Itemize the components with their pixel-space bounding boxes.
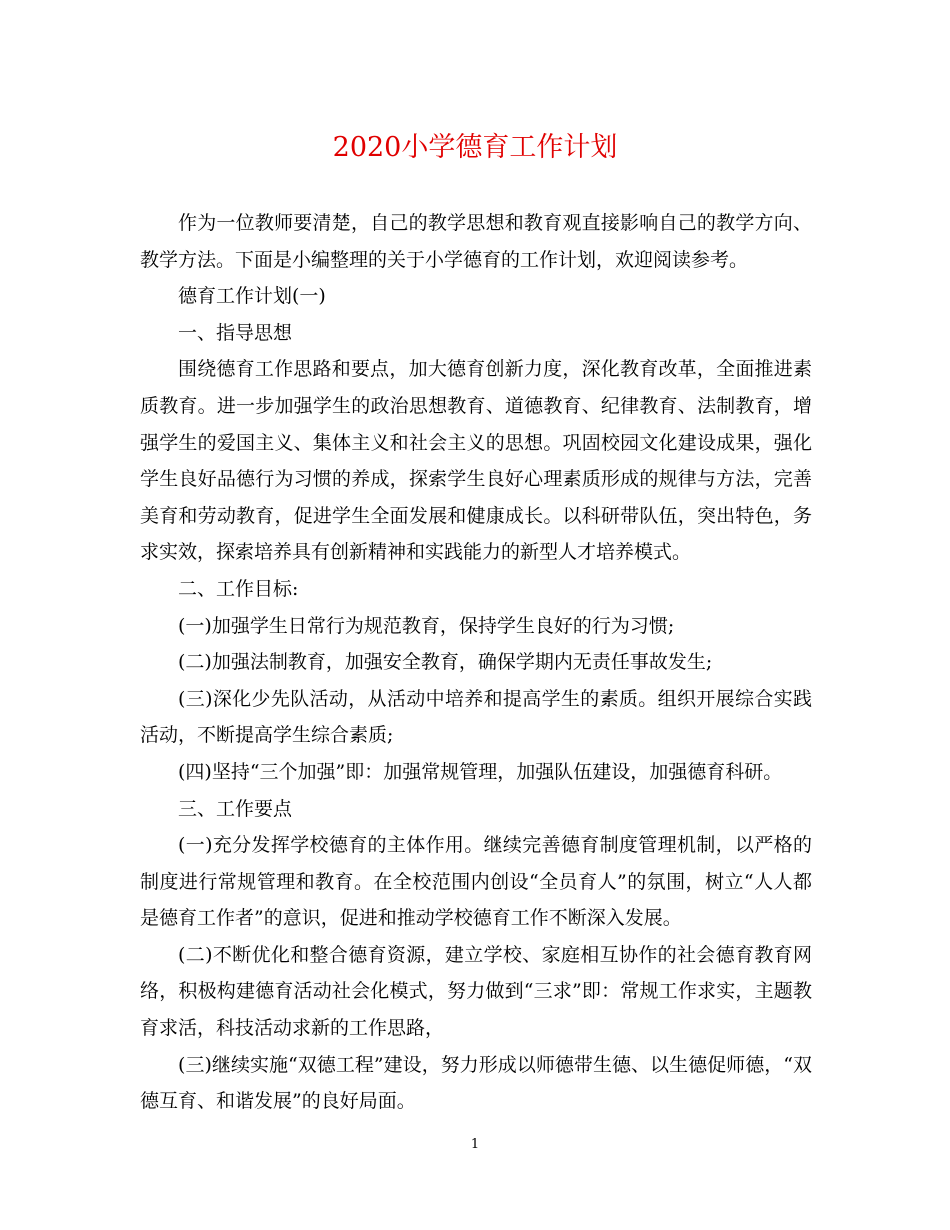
goal-item-3: (三)深化少先队活动，从活动中培养和提高学生的素质。组织开展综合实践活动，不断提高学生综合素质; [140,687,812,747]
plan-heading: 德育工作计划(一) [178,285,326,308]
intro-paragraph: 作为一位教师要清楚，自己的教学思想和教育观直接影响自己的教学方向、教学方法。下面是小编整理的关于小学德育的工作计划，欢迎阅读参考。 [140,212,812,271]
page-number: 1 [470,1137,480,1152]
goal-item-4: (四)坚持“三个加强”即：加强常规管理，加强队伍建设，加强德育科研。 [178,760,783,783]
work-point-2: (二)不断优化和整合德育资源，建立学校、家庭相互协作的社会德育教育网络，积极构建德育活动社会化模式，努力做到“三求”即：常规工作求实，主题教育求活，科技活动求新的工作思路， [140,943,812,1040]
document-body [140,205,812,1120]
section-heading-guiding-ideology: 一、指导思想 [178,321,293,344]
section-heading-work-points: 三、工作要点 [178,797,293,820]
document-title: 2020小学德育工作计划 [332,132,618,163]
guiding-ideology-paragraph: 围绕德育工作思路和要点，加大德育创新力度，深化教育改革，全面推进素质教育。进一步加强学生的政治思想教育、道德教育、纪律教育、法制教育，增强学生的爱国主义、集体主义和社会主义的思想。巩固校园文化建设成果，强化学生良好品德行为习惯的养成，探索学生良好心理素质形成的规律与方法，完善美育和劳动教育，促进学生全面发展和健康成长。以科研带队伍，突出特色，务求实效，探索培养具有创新精神和实践能力的新型人才培养模式。 [140,358,812,564]
work-point-3: (三)继续实施“双德工程”建设，努力形成以师德带生德、以生德促师德，“双德互育、和谐发展”的良好局面。 [140,1053,812,1113]
work-point-1: (一)充分发挥学校德育的主体作用。继续完善德育制度管理机制，以严格的制度进行常规管理和教育。在全校范围内创设“全员育人”的氛围，树立“人人都是德育工作者”的意识，促进和推动学校德育工作不断深入发展。 [140,834,812,930]
goal-item-2: (二)加强法制教育，加强安全教育，确保学期内无责任事故发生; [178,651,713,674]
goal-item-1: (一)加强学生日常行为规范教育，保持学生良好的行为习惯; [178,614,675,637]
section-heading-work-goals: 二、工作目标: [178,577,299,600]
